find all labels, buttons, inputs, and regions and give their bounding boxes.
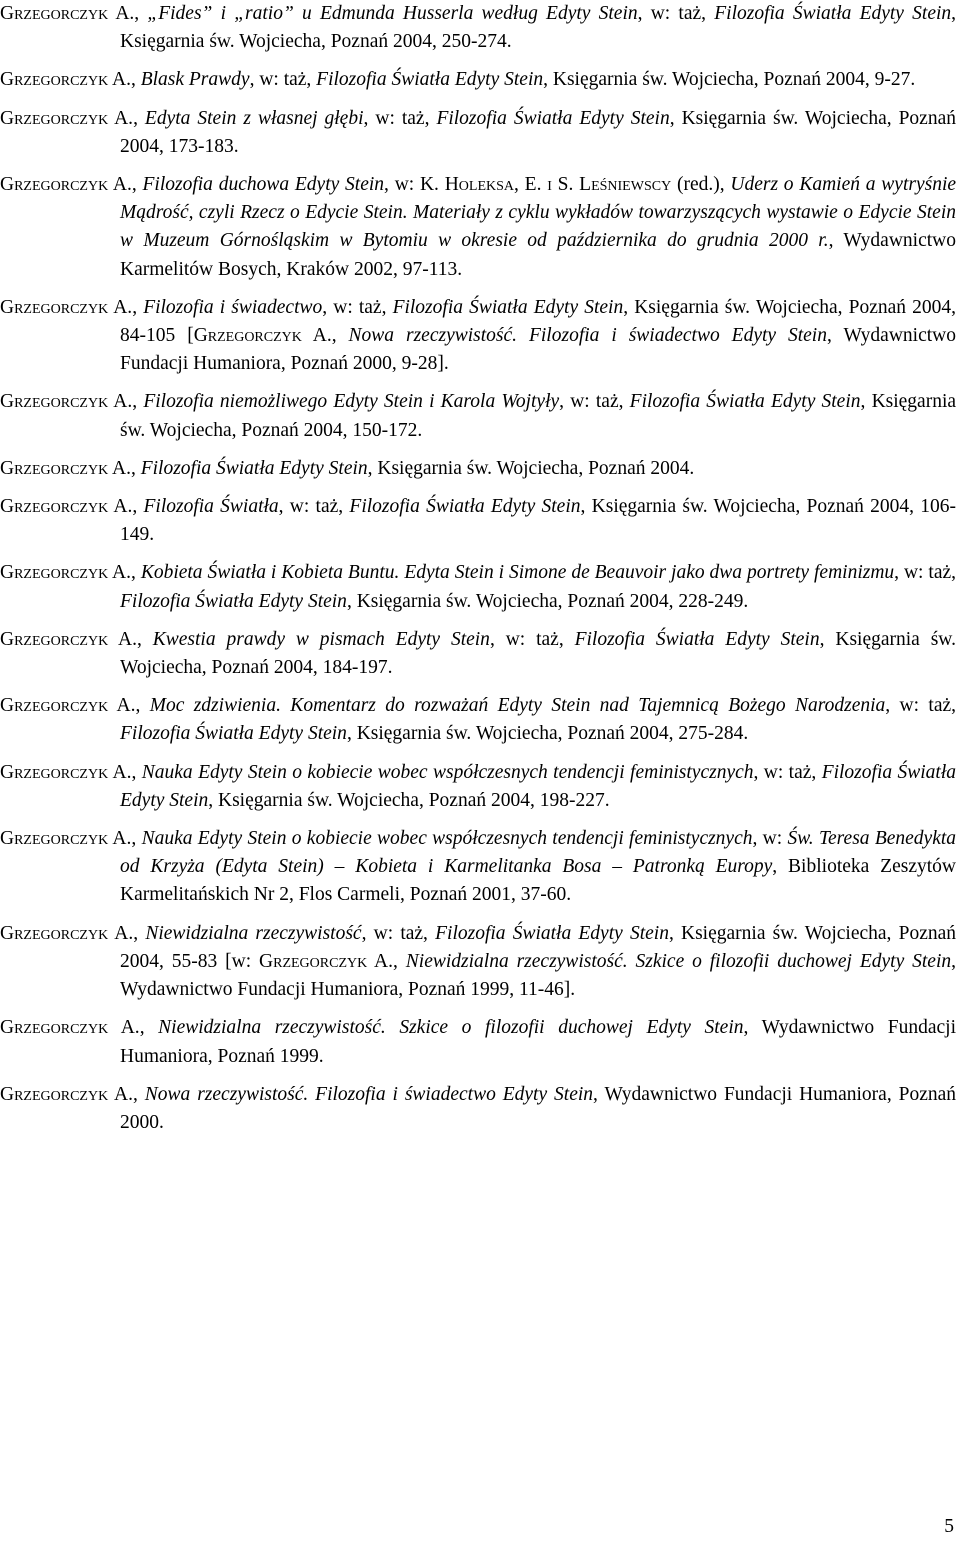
- work-title: Nowa rzeczywistość. Filozofia i świadectwo Edyty Stein: [144, 1083, 594, 1105]
- citation-text: ,: [393, 950, 406, 972]
- citation-text: (red.),: [671, 174, 731, 196]
- bibliography-entry: [0, 759, 956, 815]
- author-name: Grzegorczyk A.: [0, 69, 131, 91]
- citation-text: , Księgarnia św. Wojciecha, Poznań 2004, 184-197.: [120, 628, 956, 679]
- author-name: Grzegorczyk A.: [0, 628, 137, 650]
- work-title: Filozofia niemożliwego Edyty Stein i Karola Wojtyły: [143, 391, 560, 413]
- citation-text: ,: [131, 174, 143, 196]
- work-title: Filozofia Światła Edyty Stein: [574, 628, 820, 650]
- citation-text: , Księgarnia św. Wojciecha, Poznań 2004, 275-284.: [346, 723, 749, 745]
- author-name: Grzegorczyk A.: [0, 496, 133, 518]
- bibliography-entry: [0, 0, 956, 56]
- citation-text: , w: taż,: [249, 69, 317, 91]
- work-title: Filozofia Światła Edyty Stein: [316, 69, 544, 91]
- bibliography-entry: [0, 455, 956, 483]
- citation-text: , Księgarnia św. Wojciecha, Poznań 2004, 250-274.: [120, 3, 957, 53]
- author-name: Grzegorczyk A.: [0, 107, 134, 129]
- work-title: Filozofia Światła Edyty Stein: [435, 922, 669, 944]
- work-title: Filozofia Światła Edyty Stein: [140, 457, 368, 479]
- bibliography-entry: [0, 493, 956, 549]
- citation-text: , w: taż,: [894, 562, 957, 584]
- author-name: Grzegorczyk A.: [0, 391, 133, 413]
- citation-text: ,: [131, 761, 142, 783]
- work-title: Edyta Stein z własnej głębi: [144, 107, 364, 129]
- citation-text: ,: [132, 496, 144, 518]
- citation-text: , Księgarnia św. Wojciecha, Poznań 2004, 55-83 [w:: [120, 922, 957, 972]
- citation-text: ,: [514, 174, 525, 196]
- author-name: Grzegorczyk A.: [0, 695, 136, 717]
- citation-text: , Księgarnia św. Wojciecha, Poznań 2004, 150-172.: [120, 391, 957, 441]
- citation-text: , w: taż,: [278, 496, 350, 518]
- citation-text: ,: [133, 107, 145, 129]
- author-name: K. Holeksa: [419, 174, 515, 196]
- work-title: Nowa rzeczywistość. Filozofia i świadectwo Edyty Stein: [348, 325, 827, 347]
- citation-text: , Księgarnia św. Wojciecha, Poznań 2004, 106-149.: [120, 496, 957, 546]
- citation-text: , Księgarnia św. Wojciecha, Poznań 2004, 198-227.: [208, 789, 610, 811]
- citation-text: ,: [133, 1083, 145, 1105]
- citation-text: ,: [132, 391, 144, 413]
- citation-text: ,: [130, 69, 141, 91]
- citation-text: ,: [136, 628, 153, 650]
- citation-text: ,: [134, 3, 148, 24]
- work-title: Filozofia Światła Edyty Stein: [349, 496, 581, 518]
- work-title: Niewidzialna rzeczywistość. Szkice o filozofii duchowej Edyty Stein: [405, 950, 952, 972]
- work-title: Filozofia Światła Edyty Stein: [392, 296, 624, 318]
- citation-text: , Wydawnictwo Fundacji Humaniora, Poznań 2000.: [120, 1083, 957, 1133]
- work-title: Filozofia Światła Edyty Stein: [120, 761, 957, 811]
- work-title: Uderz o Kamień a wytryśnie Mądrość, czyli Rzecz o Edycie Stein. Materiały z cyklu wykładów towarzyszących wystawie o Edycie Stein w Muzeum Górnośląskim w Bytomiu w okresie od października do grudnia 2000 r.: [120, 174, 957, 252]
- citation-text: , w: taż,: [753, 761, 822, 783]
- work-title: Filozofia Światła Edyty Stein: [436, 107, 670, 129]
- citation-text: , w: taż,: [637, 3, 715, 24]
- citation-text: , w: taż,: [559, 391, 630, 413]
- citation-text: , Księgarnia św. Wojciecha, Poznań 2004.: [367, 457, 695, 479]
- author-name: Grzegorczyk A.: [0, 761, 132, 783]
- author-name: Grzegorczyk A.: [259, 950, 393, 972]
- citation-text: , Księgarnia św. Wojciecha, Poznań 2004, 84-105 [: [120, 296, 956, 347]
- author-name: Grzegorczyk A.: [0, 174, 132, 196]
- work-title: Niewidzialna rzeczywistość. Szkice o filozofii duchowej Edyty Stein: [158, 1017, 744, 1039]
- citation-text: , w: taż,: [361, 922, 436, 944]
- work-title: Filozofia i świadectwo: [143, 296, 323, 318]
- work-title: Kwestia prawdy w pismach Edyty Stein: [152, 628, 490, 650]
- bibliography-entry: [0, 66, 956, 94]
- citation-text: , w: taż,: [322, 296, 393, 318]
- citation-text: , w: taż,: [363, 107, 437, 129]
- work-title: Filozofia Światła Edyty Stein: [120, 590, 347, 612]
- citation-text: , w: taż,: [885, 695, 957, 717]
- author-name: Grzegorczyk A.: [193, 325, 332, 347]
- citation-text: , Wydawnictwo Fundacji Humaniora, Poznań 1999, 11-46].: [120, 950, 956, 1001]
- author-name: Grzegorczyk A.: [0, 828, 132, 850]
- author-name: Grzegorczyk A.: [0, 296, 133, 318]
- citation-text: ,: [135, 695, 150, 717]
- author-name: E. i S. Leśniewscy: [524, 174, 672, 196]
- citation-text: ,: [132, 296, 144, 318]
- citation-text: ,: [131, 562, 141, 584]
- bibliography-entry: [0, 692, 956, 748]
- author-name: Grzegorczyk A.: [0, 922, 134, 944]
- bibliography-entry: [0, 1081, 956, 1137]
- work-title: Filozofia duchowa Edyty Stein: [142, 174, 385, 196]
- author-name: Grzegorczyk A.: [0, 1083, 133, 1105]
- bibliography-entry: [0, 920, 956, 1005]
- work-title: Filozofia Światła Edyty Stein: [629, 391, 861, 413]
- work-title: Filozofia Światła: [143, 496, 279, 518]
- bibliography-entry: [0, 559, 956, 615]
- bibliography-entry: [0, 825, 956, 910]
- citation-text: , Wydawnictwo Fundacji Humaniora, Poznań 1999.: [120, 1017, 957, 1067]
- bibliography-entry: [0, 105, 956, 161]
- citation-text: , Wydawnictwo Fundacji Humaniora, Poznań 2000, 9-28].: [120, 325, 956, 375]
- citation-text: , Wydawnictwo Karmelitów Bosych, Kraków 2002, 97-113.: [120, 230, 956, 280]
- citation-text: ,: [139, 1017, 159, 1039]
- bibliography-entry: [0, 388, 956, 444]
- bibliography-entry: [0, 626, 956, 682]
- work-title: Niewidzialna rzeczywistość: [145, 922, 362, 944]
- citation-text: , Księgarnia św. Wojciecha, Poznań 2004, 228-249.: [346, 590, 749, 612]
- bibliography-entry: [0, 171, 956, 284]
- citation-text: ,: [131, 828, 142, 850]
- citation-text: , Księgarnia św. Wojciecha, Poznań 2004, 173-183.: [120, 107, 956, 157]
- work-title: Blask Prawdy: [140, 69, 250, 91]
- bibliography-entry: [0, 1014, 956, 1070]
- citation-text: , w:: [752, 828, 788, 850]
- citation-text: , Księgarnia św. Wojciecha, Poznań 2004, 9-27.: [543, 69, 916, 91]
- citation-text: ,: [130, 457, 141, 479]
- work-title: Św. Teresa Benedykta od Krzyża (Edyta Stein) – Kobieta i Karmelitanka Bosa – Patronką Europy: [120, 828, 957, 878]
- citation-text: ,: [331, 325, 349, 347]
- page-number: 5: [944, 1516, 954, 1537]
- work-title: Moc zdziwienia. Komentarz do rozważań Edyty Stein nad Tajemnicą Bożego Narodzenia: [149, 695, 886, 717]
- work-title: Kobieta Światła i Kobieta Buntu. Edyta Stein i Simone de Beauvoir jako dwa portrety feminizmu: [140, 562, 895, 584]
- work-title: Nauka Edyty Stein o kobiecie wobec współczesnych tendencji feministycznych: [141, 761, 754, 783]
- author-name: Grzegorczyk A.: [0, 562, 131, 584]
- bibliography-entry: [0, 294, 956, 379]
- work-title: Filozofia Światła Edyty Stein: [714, 3, 952, 24]
- citation-text: ,: [133, 922, 146, 944]
- author-name: Grzegorczyk A.: [0, 1017, 140, 1039]
- work-title: Nauka Edyty Stein o kobiecie wobec współczesnych tendencji feministycznych: [141, 828, 753, 850]
- citation-text: , w: taż,: [489, 628, 575, 650]
- author-name: Grzegorczyk A.: [0, 3, 135, 24]
- citation-text: , Biblioteka Zeszytów Karmelitańskich Nr 2, Flos Carmeli, Poznań 2001, 37-60.: [120, 856, 956, 906]
- work-title: „Fides” i „ratio” u Edmunda Husserla według Edyty Stein: [147, 3, 638, 24]
- citation-text: , w:: [384, 174, 420, 196]
- work-title: Filozofia Światła Edyty Stein: [120, 723, 347, 745]
- author-name: Grzegorczyk A.: [0, 457, 131, 479]
